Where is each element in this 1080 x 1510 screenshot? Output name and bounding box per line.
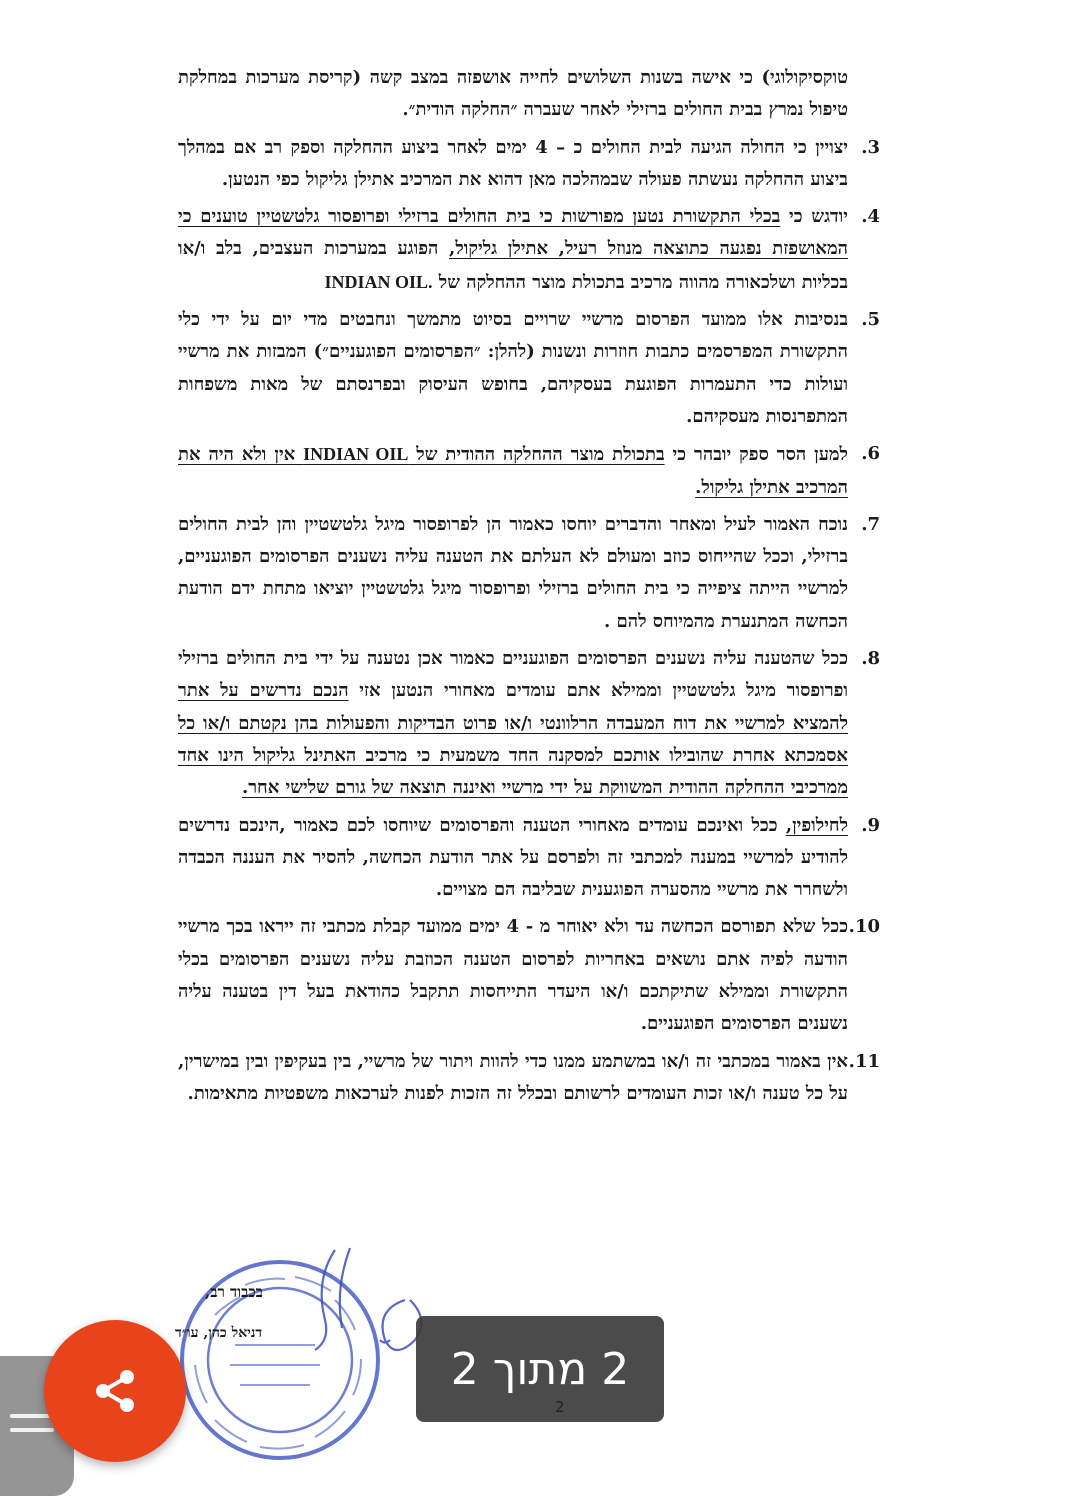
numbered-paragraphs xyxy=(178,132,880,1111)
paragraph-number: 7. xyxy=(861,513,880,535)
numbered-paragraph xyxy=(178,304,880,433)
underlined-text: בתכולת מוצר ההחלקה ההודית של xyxy=(408,444,665,466)
paragraph-text xyxy=(178,1046,848,1111)
signature-regards: בכבוד רב, xyxy=(205,1283,263,1301)
paragraph-text xyxy=(178,509,848,638)
text-span: ככל שהטענה עליה נשענים הפרסומים הפוגעניים כאמור אכן נטענה על ידי בית החולים ברזילי ופרופסור מיגל גלטשטיין וממילא אתם עומדים מאחורי הנטען אזי xyxy=(178,648,848,702)
paragraph-text xyxy=(178,438,848,504)
text-span: ככל ואינכם עומדים מאחורי הטענה והפרסומים שיוחסו לכם כאמור ,הינכם נדרשים להודיע למרשיי במענה למכתבי זה ולפרסם על אתר הודעת הכחשה, להסיר את העננה הכבדה ולשחרר את מרשיי מהסערה הפוגענית שבליבה הם מצויים. xyxy=(178,814,848,901)
underlined-text: אין ולא היה את המרכיב אתילן גליקול. xyxy=(178,444,848,498)
numbered-paragraph xyxy=(178,132,880,197)
numbered-paragraph xyxy=(178,509,880,638)
paragraph-text xyxy=(178,810,848,907)
underlined-text: בכלי התקשורת נטען מפורשות כי בית החולים ברזילי ופרופסור גלטשטיין טוענים כי המאושפזת נפגעה כתוצאה מנוזל רעיל, אתילן גליקול, xyxy=(178,206,848,260)
text-span: הפוגע במערכות העצבים, בלב ו/או בכליות ושלכאורה מהווה מרכיב בתכולת מוצר ההחלקה של xyxy=(178,238,848,293)
paragraph-number xyxy=(848,62,880,127)
text-span: ככל שלא תפורסם הכחשה עד ולא יאוחר מ - 4 ימים ממועד קבלת מכתבי זה ייראו בכך מרשיי הודעה לפיה אתם נושאים באחריות לפרסום הטענה הכוזבת עליה נשענים הפרסומים בכלי התקשורת וממילא שתיקתכם ו/או היעדר התייחסות תתקבל כהודאת בעל דין בטענה עליה נשענים הפרסומים הפוגעניים. xyxy=(178,916,849,1035)
paragraph-number: 5. xyxy=(861,309,880,331)
page-number: 2 xyxy=(555,1398,565,1416)
share-icon xyxy=(87,1363,143,1419)
letter-body xyxy=(178,62,880,1115)
paragraph-text xyxy=(178,132,848,197)
signature-name: דניאל כהן, עו״ד xyxy=(175,1325,263,1341)
paragraph-text xyxy=(178,911,848,1040)
paragraph-text: טוקסיקולוגי) כי אישה בשנות השלושים לחייה אושפזה במצב קשה (קריסת מערכות במחלקת טיפול נמרץ בבית החולים ברזילי לאחר שעברה ״החלקה הודית״. xyxy=(178,67,848,121)
numbered-paragraph xyxy=(178,810,880,907)
intro-paragraph xyxy=(178,62,880,127)
text-span: נוכח האמור לעיל ומאחר והדברים יוחסו כאמור הן לפרופסור מיגל גלטשטיין והן לבית החולים ברזילי, וככל שהייחוס כוזב ומעולם לא העלתם את הטענה עליה נשענים הפרסומים הפוגעניים, למרשיי הייתה ציפייה כי בית החולים ברזילי ופרופסור מיגל גלטשטיין יוציאו מתחת ידם הודעת הכחשה המתנערת מהמיוחס להם . xyxy=(178,513,848,632)
numbered-paragraph xyxy=(178,643,880,804)
paragraph-number: 10. xyxy=(848,916,880,938)
text-span: .INDIAN OIL xyxy=(324,271,433,292)
paragraph-number: 6. xyxy=(861,443,880,465)
paragraph-number: 11. xyxy=(848,1050,880,1072)
underlined-text: לחילופין, xyxy=(785,814,848,836)
paragraph-number: 8. xyxy=(861,648,880,670)
paragraph-number: 4. xyxy=(861,206,880,228)
paragraph-number: 9. xyxy=(861,814,880,836)
underlined-text: הנכם נדרשים על אתר להמציא למרשיי את דוח המעבדה הרלוונטי ו/או פרוט הבדיקות והפעולות בהן נקטתם ו/או כל אסמכתא אחרת שהובילו אותכם למסקנה החד משמעית כי מרכיב האתינל גליקול הינו אחד ממרכיבי ההחלקה ההודית המשווקת על ידי מרשיי ואיננה תוצאה של גורם שלישי אחר. xyxy=(178,680,848,799)
paragraph-text xyxy=(178,201,848,299)
menu-bar-icon xyxy=(10,1428,54,1432)
paragraph-text xyxy=(178,643,848,804)
numbered-paragraph xyxy=(178,438,880,504)
text-span: אין באמור במכתבי זה ו/או במשתמע ממנו כדי להוות ויתור של מרשיי, בין בעקיפין ובין במישרין, על כל טענה ו/או זכות העומדים לרשותם ובכלל זה הזכות לפנות לערכאות משפטיות מתאימות. xyxy=(178,1050,848,1104)
paragraph-text xyxy=(178,304,848,433)
text-span: יודגש כי xyxy=(780,206,849,228)
page-indicator: 2 מתוך 2 xyxy=(416,1316,664,1422)
text-span: בנסיבות אלו ממועד הפרסום מרשיי שרויים בסיוט מתמשך ונחבטים מדי יום על ידי כלי התקשורת המפרסמים כתבות חוזרות ונשנות (להלן: ״הפרסומים הפוגעניים״) המבזות את מרשיי ועולות כדי התעמרות הפוגעת בעסקיהם, בחופש העיסוק ובפרנסתם של מאות משפחות המתפרנסות מעסקיהם. xyxy=(178,309,848,427)
text-span: יצויין כי החולה הגיעה לבית החולים כ – 4 ימים לאחר ביצוע ההחלקה וספק רב אם במהלך ביצוע ההחלקה נעשתה פעולה שבמהלכה מאן דהוא את המרכיב אתילן גליקול כפי הנטען. xyxy=(178,136,848,190)
underlined-text: INDIAN OIL xyxy=(303,444,409,465)
text-span: למען הסר ספק יובהר כי xyxy=(664,444,848,466)
paragraph-number: 3. xyxy=(861,136,880,158)
numbered-paragraph xyxy=(178,201,880,299)
numbered-paragraph xyxy=(178,1046,880,1111)
numbered-paragraph xyxy=(178,911,880,1040)
share-button[interactable] xyxy=(44,1320,186,1462)
